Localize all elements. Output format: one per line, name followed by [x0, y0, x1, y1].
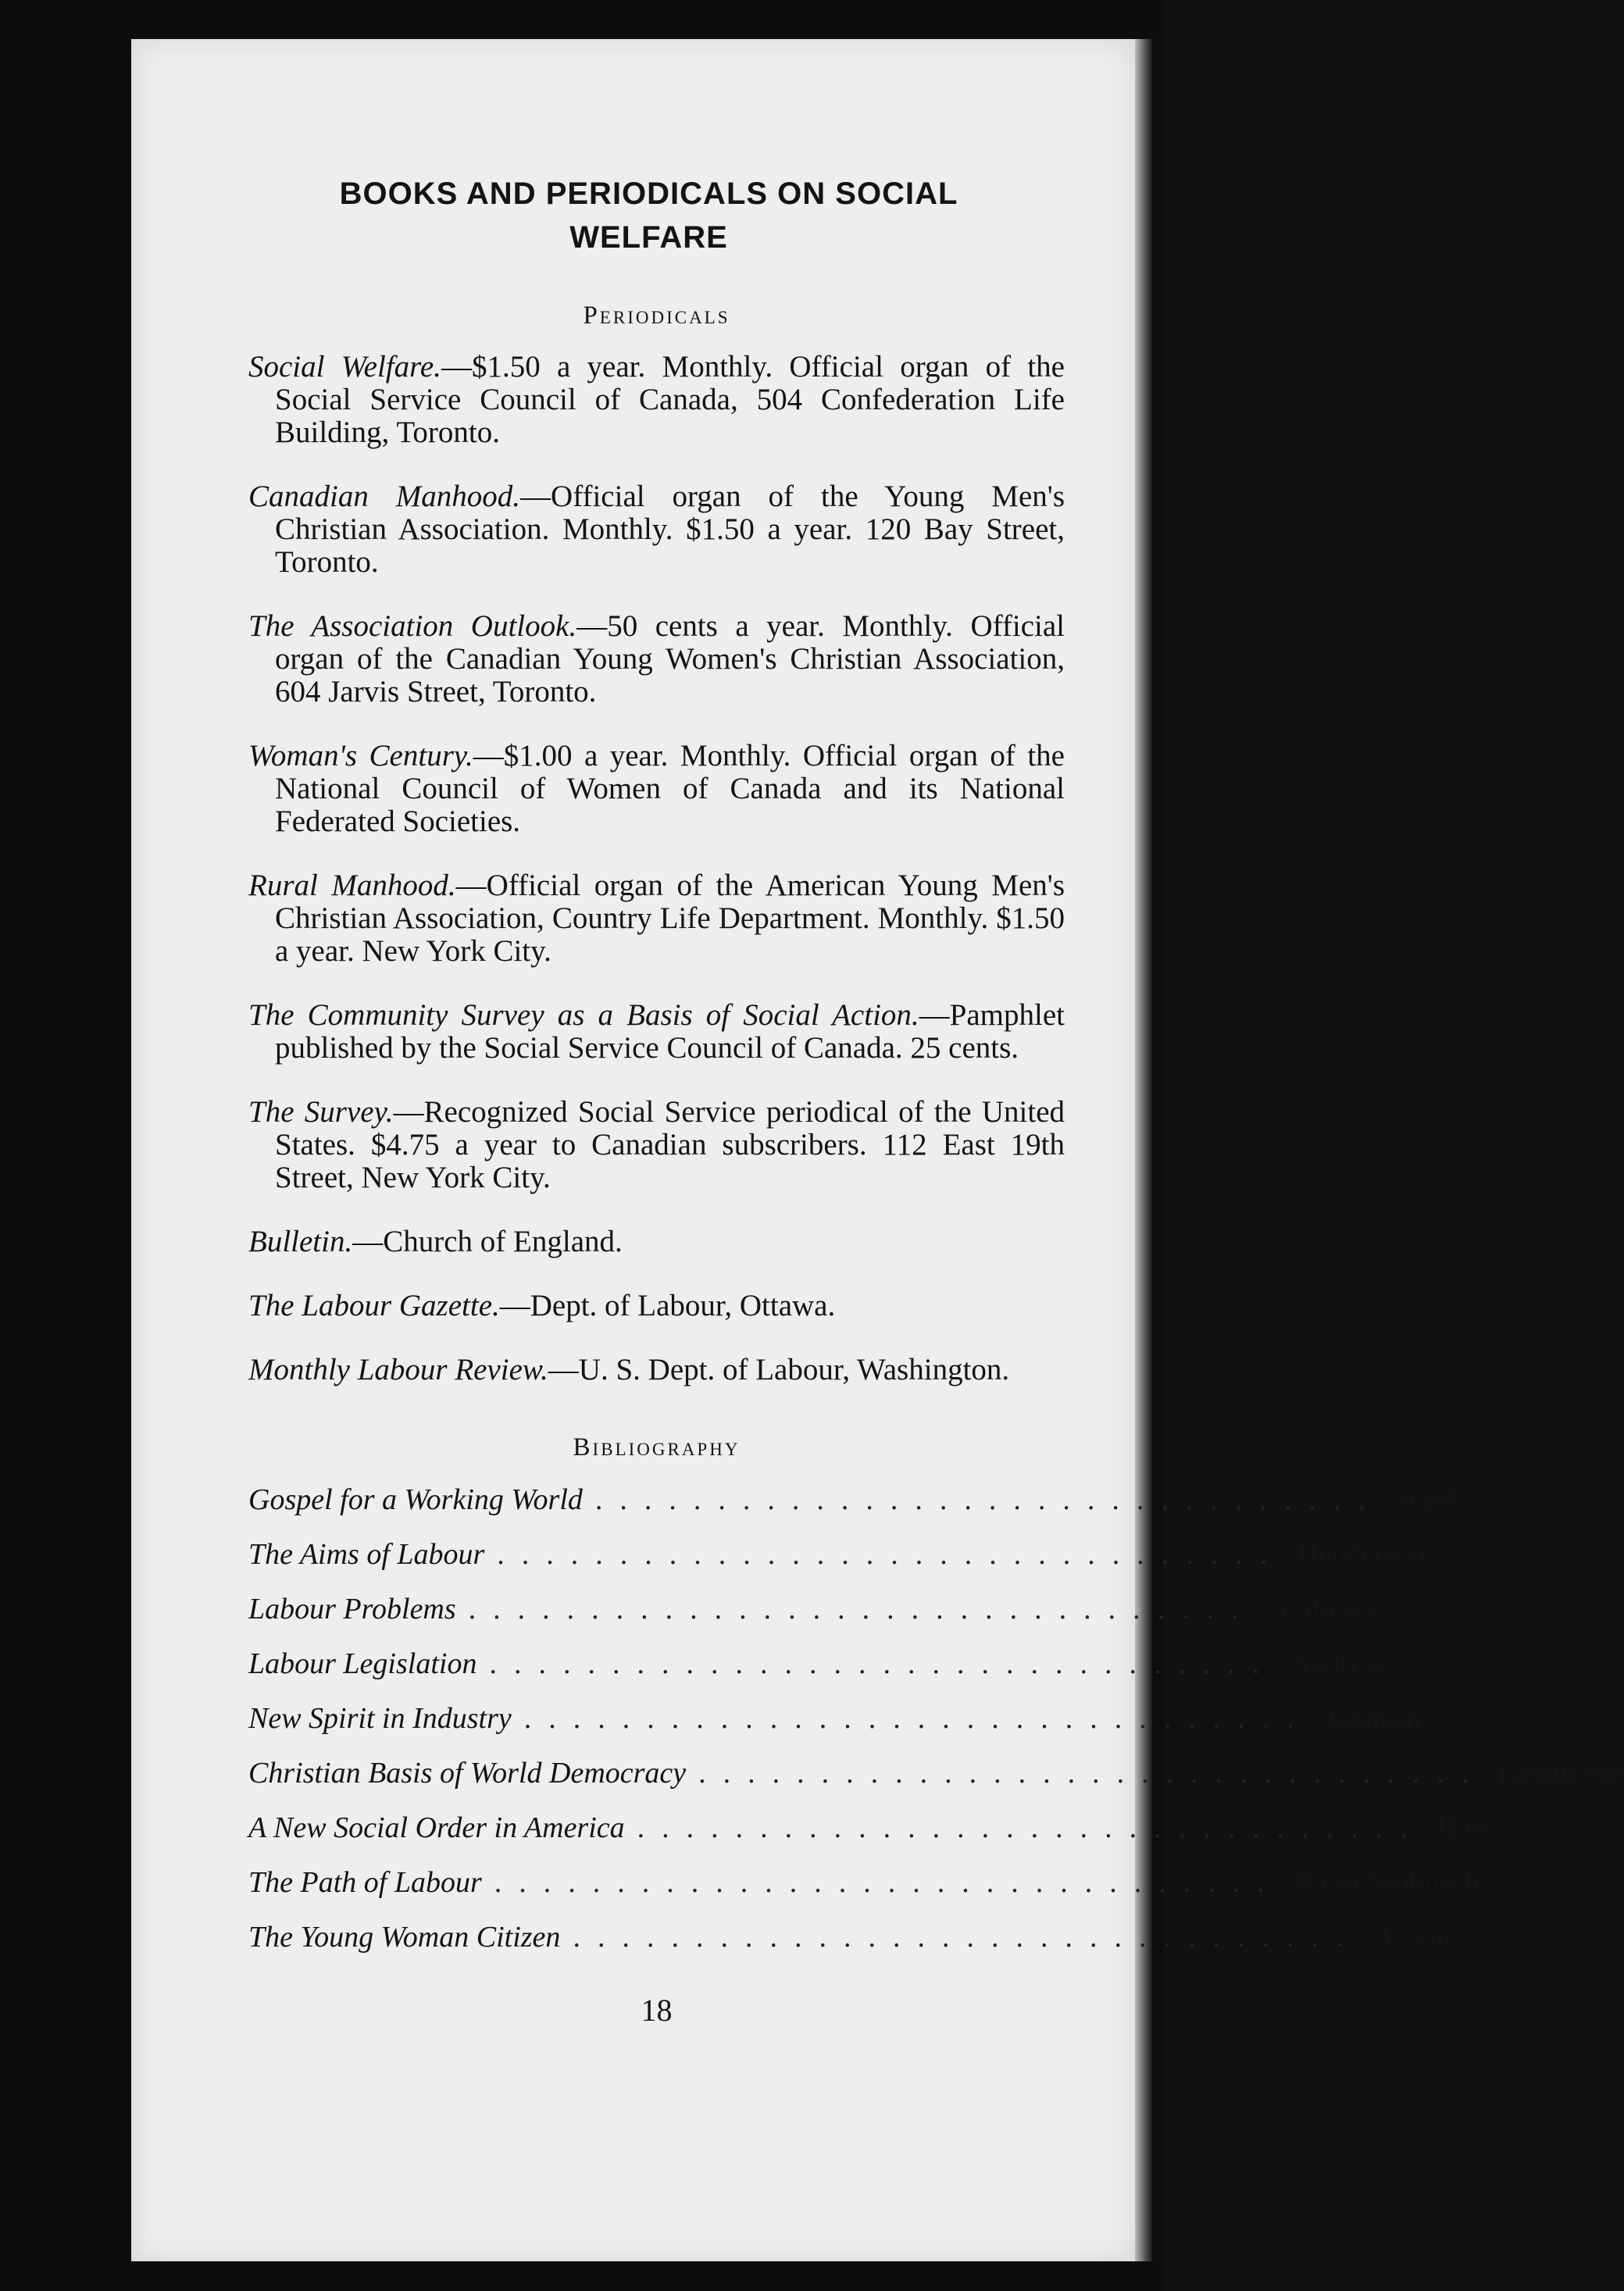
bibliography-item	[248, 1537, 1426, 1592]
periodical-description: —Pamphlet published by the Social Service Council of Canada. 25 cents.	[275, 998, 1065, 1065]
dot-leader: ................................	[698, 1757, 1487, 1790]
periodical-description: —Recognized Social Service periodical of the United States. $4.75 a year to Canadian subscribers. 112 East 19th Street, New York City.	[275, 1095, 1065, 1194]
periodical-entry	[248, 610, 1065, 708]
bibliography-author: Hart	[1437, 1811, 1490, 1844]
bibliography-author: Andrews	[1268, 1593, 1376, 1625]
bibliography-item	[248, 1865, 1479, 1920]
bibliography-author: Latoucette	[1498, 1757, 1624, 1790]
periodical-description: —Church of England.	[352, 1225, 623, 1258]
periodical-title: The Community Survey as a Basis of Social Action.	[248, 998, 919, 1032]
bibliography-item	[248, 1920, 1452, 1975]
periodical-description: —U. S. Dept. of Labour, Washington.	[548, 1353, 1010, 1386]
bibliography-heading: Bibliography	[573, 1433, 741, 1461]
bibliography-title: Labour Legislation	[248, 1647, 477, 1680]
periodical-title: The Labour Gazette.	[248, 1289, 500, 1322]
periodical-entry	[248, 1096, 1065, 1194]
page-content	[248, 172, 1624, 2029]
periodical-description: —$1.50 a year. Monthly. Official organ of the Social Service Council of Canada, 504 Confederation Life Building, Toronto.	[275, 350, 1065, 449]
periodical-entry	[248, 999, 1065, 1065]
dot-leader: ................................	[637, 1811, 1425, 1844]
bibliography-title: A New Social Order in America	[248, 1811, 625, 1844]
bibliography-author: Rauschenbusch	[1294, 1866, 1479, 1899]
dot-leader: ................................	[573, 1921, 1361, 1954]
bibliography-item	[248, 1756, 1624, 1811]
dot-leader: ................................	[497, 1538, 1285, 1571]
dot-leader: ................................	[523, 1702, 1312, 1735]
bibliography-title: The Aims of Labour	[248, 1538, 485, 1571]
bibliography-title: The Path of Labour	[248, 1866, 482, 1899]
bibliography-title: New Spirit in Industry	[248, 1702, 512, 1735]
periodical-title: Rural Manhood.	[248, 869, 456, 902]
periodical-title: Monthly Labour Review.	[248, 1353, 548, 1386]
bibliography-title: Gospel for a Working World	[248, 1483, 583, 1516]
page-title	[248, 172, 1065, 259]
periodical-title: Woman's Century.	[248, 739, 473, 773]
periodicals-list	[248, 351, 1065, 1386]
periodical-entry	[248, 480, 1065, 579]
periodical-description: —Official organ of the American Young Men's Christian Association, Country Life Department. Monthly. $1.50 a year. New York City.	[275, 869, 1065, 968]
bibliography-author: Andrews	[1289, 1647, 1397, 1680]
dot-leader: ................................	[594, 1483, 1383, 1516]
dot-leader: ................................	[494, 1866, 1282, 1899]
page-title-line-2: WELFARE	[569, 220, 728, 255]
bibliography-item	[248, 1701, 1422, 1756]
periodical-description: —$1.00 a year. Monthly. Official organ of the National Council of Women of Canada and its National Federated Societies.	[275, 739, 1065, 838]
periodical-entry	[248, 869, 1065, 968]
periodical-title: The Survey.	[248, 1095, 394, 1129]
bibliography-author: Austin	[1372, 1921, 1452, 1954]
dot-leader: ................................	[468, 1593, 1256, 1625]
periodical-title: Canadian Manhood.	[248, 480, 521, 513]
periodical-entry	[248, 1354, 1065, 1386]
periodical-entry	[248, 740, 1065, 838]
dot-leader: ................................	[489, 1647, 1277, 1680]
bibliography-author: Johnson	[1323, 1702, 1422, 1735]
bibliography-item	[248, 1483, 1459, 1537]
bibliography-author: Ward	[1394, 1483, 1459, 1516]
periodical-title: Social Welfare.	[248, 350, 441, 384]
bibliography-title: The Young Woman Citizen	[248, 1921, 561, 1954]
bibliography-title: Christian Basis of World Democracy	[248, 1757, 687, 1790]
periodical-description: —Official organ of the Young Men's Christian Association. Monthly. $1.50 a year. 120 Bay Street, Toronto.	[275, 480, 1065, 579]
periodical-title: The Association Outlook.	[248, 609, 577, 643]
page-number: 18	[641, 1993, 673, 2028]
bibliography-author: Henderson	[1297, 1538, 1426, 1571]
page-title-line-1: BOOKS AND PERIODICALS ON SOCIAL	[339, 177, 958, 211]
periodical-entry	[248, 1226, 1065, 1258]
bibliography-title: Labour Problems	[248, 1593, 456, 1625]
periodical-description: —Dept. of Labour, Ottawa.	[499, 1289, 836, 1322]
document-page	[131, 39, 1624, 2261]
bibliography-item	[248, 1592, 1376, 1647]
periodicals-heading: Periodicals	[583, 302, 730, 330]
bibliography-list	[248, 1483, 1624, 1975]
periodical-description: —50 cents a year. Monthly. Official organ of the Canadian Young Women's Christian Association, 604 Jarvis Street, Toronto.	[275, 609, 1065, 708]
periodical-entry	[248, 1290, 1065, 1322]
periodical-entry	[248, 351, 1065, 449]
periodical-title: Bulletin.	[248, 1225, 353, 1258]
bibliography-item	[248, 1647, 1397, 1701]
bibliography-item	[248, 1811, 1490, 1865]
